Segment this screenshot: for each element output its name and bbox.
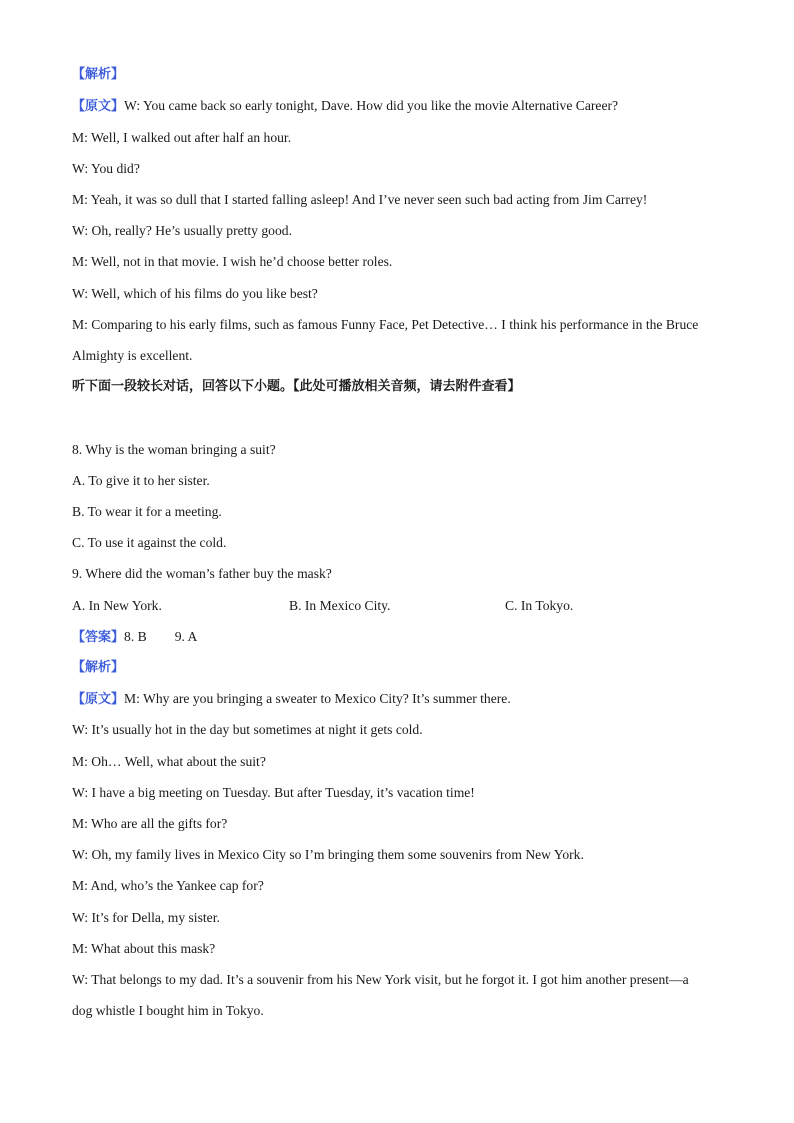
transcript-line: W: It’s for Della, my sister. [72,910,220,925]
question-9: 9. Where did the woman’s father buy the mask? [72,566,332,581]
transcript-line: M: Well, I walked out after half an hour. [72,130,292,145]
question-9-option-a: A. In New York. [72,598,162,613]
transcript-line: dog whistle I bought him in Tokyo. [72,1003,264,1018]
transcript-tag: 【原文】 [72,692,125,707]
answer-9: 9. A [174,629,198,644]
transcript-text: M: Why are you bringing a sweater to Mexico City? It’s summer there. [124,691,511,706]
transcript-line: M: Yeah, it was so dull that I started falling asleep! And I’ve never seen such bad acting from Jim Carrey! [72,192,648,207]
question-8-option-a: A. To give it to her sister. [72,473,210,488]
transcript-line: W: I have a big meeting on Tuesday. But after Tuesday, it’s vacation time! [72,785,475,800]
transcript-line: M: Oh… Well, what about the suit? [72,754,266,769]
transcript-line: M: Who are all the gifts for? [72,816,228,831]
transcript-line: W: You did? [72,161,140,176]
question-8-option-b: B. To wear it for a meeting. [72,504,222,519]
answer-tag: 【答案】 [72,630,125,645]
transcript-line [72,690,732,709]
transcript-text: W: You came back so early tonight, Dave. How did you like the movie Alternative Career? [124,98,619,113]
transcript-tag: 【原文】 [72,99,125,114]
answer-8: 8. B [124,629,147,644]
transcript-line [72,97,732,116]
transcript-line: M: Comparing to his early films, such as famous Funny Face, Pet Detective… I think his performance in the Bruce [72,317,699,332]
question-8-option-c: C. To use it against the cold. [72,535,227,550]
analysis-heading: 【解析】 [72,660,125,675]
transcript-line: W: It’s usually hot in the day but sometimes at night it gets cold. [72,722,423,737]
transcript-line: W: That belongs to my dad. It’s a souvenir from his New York visit, but he forgot it. I got him another present—a [72,972,689,987]
transcript-line: W: Well, which of his films do you like best? [72,286,318,301]
question-9-option-b: B. In Mexico City. [289,598,391,613]
answer-line [72,628,732,647]
question-9-option-c: C. In Tokyo. [505,598,574,613]
transcript-line: W: Oh, my family lives in Mexico City so I’m bringing them some souvenirs from New York. [72,847,584,862]
transcript-line: M: What about this mask? [72,941,216,956]
listening-instruction: 听下面一段较长对话，回答以下小题。【此处可播放相关音频，请去附件查看】 [72,379,521,394]
question-8: 8. Why is the woman bringing a suit? [72,442,276,457]
transcript-line: Almighty is excellent. [72,348,193,363]
transcript-line: M: And, who’s the Yankee cap for? [72,878,264,893]
transcript-line: W: Oh, really? He’s usually pretty good. [72,223,292,238]
transcript-line: M: Well, not in that movie. I wish he’d choose better roles. [72,254,393,269]
analysis-heading: 【解析】 [72,67,125,82]
